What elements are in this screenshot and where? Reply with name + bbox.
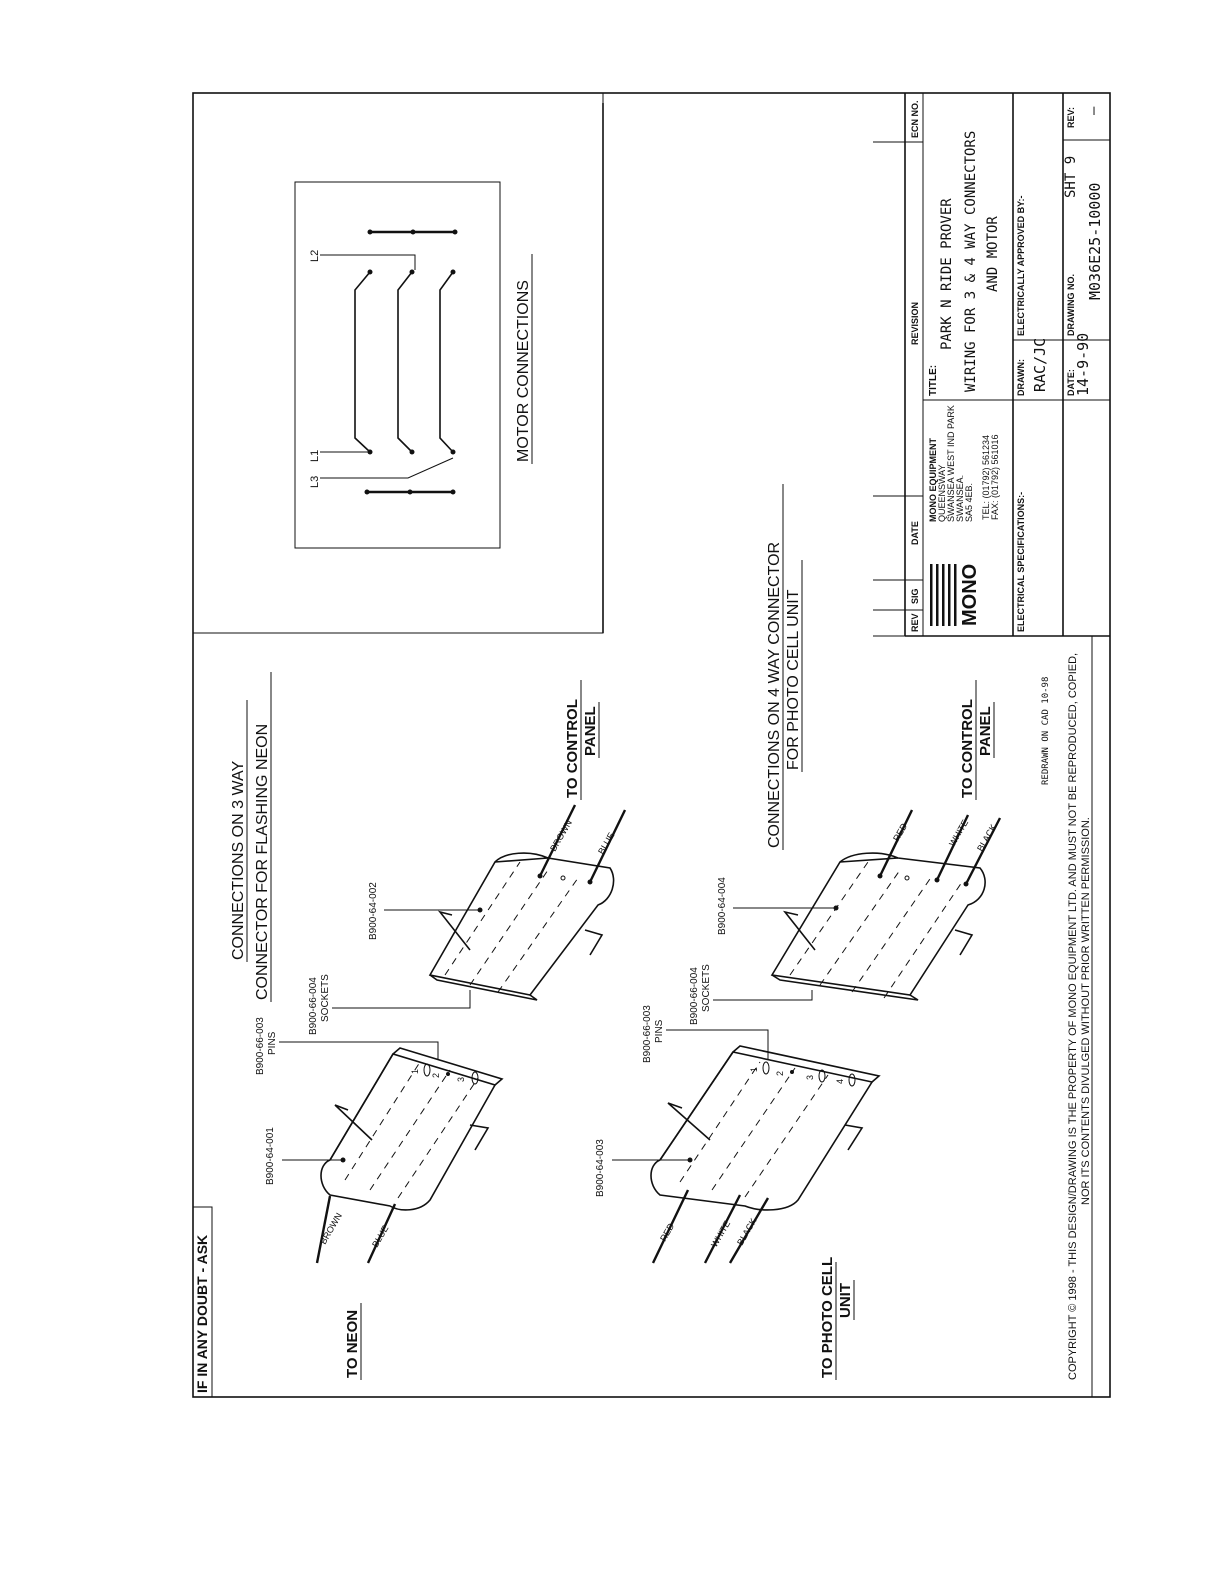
to-control-panel-lower-2: PANEL: [977, 706, 994, 756]
to-control-panel-upper-1: TO CONTROL: [564, 699, 581, 798]
three-way-heading-line1: CONNECTIONS ON 3 WAY: [230, 760, 247, 960]
wire-label-brown: BROWN: [548, 818, 574, 853]
drawing-no-value: M036E25-10000: [1086, 182, 1104, 300]
drawing-no-label: DRAWING NO.: [1066, 274, 1076, 336]
sig-header: SIG: [910, 588, 920, 604]
title-line-2: WIRING FOR 3 & 4 WAY CONNECTORS: [963, 130, 979, 392]
fax: FAX: (01792) 561016: [990, 434, 1000, 520]
callout-b900-66-003: B900-66-003: [642, 1005, 653, 1063]
wire-label-red: RED: [658, 1221, 677, 1243]
wire-label-brown: BROWN: [318, 1211, 344, 1246]
address-line: SWANSEA WEST IND PARK: [946, 405, 956, 522]
drawn-value: RAC/JC: [1031, 337, 1049, 392]
copyright-notice: [1067, 653, 1092, 1380]
mono-logo: [930, 564, 981, 626]
ecn-header: ECN NO.: [910, 100, 920, 138]
terminal-l1: L1: [309, 449, 321, 462]
copyright-line-2: NOR ITS CONTENTS DIVULGED WITHOUT PRIOR WRITTEN PERMISSION.: [1080, 817, 1092, 1205]
four-way-heading: [766, 484, 802, 850]
wire-label-blue: BLUE: [596, 830, 617, 856]
company-name: MONO EQUIPMENT: [928, 437, 938, 522]
wire-label-black: BLACK: [975, 822, 999, 853]
callout-b900-66-004: B900-66-004: [689, 967, 700, 1025]
to-control-panel-lower-1: TO CONTROL: [959, 699, 976, 798]
rev-header: REV: [910, 613, 920, 632]
callout-sockets: SOCKETS: [701, 964, 712, 1012]
terminal-l2: L2: [309, 249, 321, 262]
three-way-heading-line2: CONNECTOR FOR FLASHING NEON: [254, 723, 271, 1000]
address-line: SWANSEA.: [955, 474, 965, 522]
callout-b900-64-001: B900-64-001: [265, 1127, 276, 1185]
date-label: DATE:: [1066, 369, 1076, 396]
callout-sockets: SOCKETS: [320, 974, 331, 1022]
wire-label-white: WHITE: [947, 817, 971, 848]
callout-b900-64-004: B900-64-004: [717, 877, 728, 935]
callout-b900-64-002: B900-64-002: [368, 882, 379, 940]
four-way-pin-housing: [651, 1046, 879, 1210]
warning-text: IF IN ANY DOUBT - ASK: [194, 1234, 210, 1393]
wire-label-black: BLACK: [735, 1216, 759, 1247]
date-header: DATE: [910, 521, 920, 545]
motor-diagram: [295, 182, 500, 548]
electrically-approved-label: ELECTRICALLY APPROVED BY:-: [1016, 195, 1026, 336]
to-photo-cell-label-2: UNIT: [837, 1283, 854, 1318]
callout-b900-66-003: B900-66-003: [255, 1017, 266, 1075]
motor-terminal-labels: [309, 250, 321, 488]
redrawn-note: REDRAWN ON CAD 10-98: [1041, 676, 1051, 785]
pin-number-1: 1: [749, 1066, 759, 1072]
to-control-panel-upper-2: PANEL: [582, 706, 599, 756]
pin-number-2: 2: [775, 1070, 785, 1076]
title-line-3: AND MOTOR: [985, 216, 1001, 292]
pin-number-3: 3: [805, 1074, 815, 1080]
three-way-pin-numbers: [410, 1069, 466, 1082]
title-line-1: PARK N RIDE PROVER: [939, 198, 955, 350]
sheet-number: SHT 9: [1063, 155, 1079, 198]
four-way-heading-line2: FOR PHOTO CELL UNIT: [785, 589, 802, 770]
rev-value: —: [1086, 106, 1102, 115]
electrical-specs-label: ELECTRICAL SPECIFICATIONS:-: [1016, 491, 1026, 632]
logo-text: MONO: [959, 563, 981, 626]
four-way-heading-line1: CONNECTIONS ON 4 WAY CONNECTOR: [766, 541, 783, 848]
pin-number-2: 2: [431, 1072, 441, 1078]
pin-number-1: 1: [410, 1068, 420, 1074]
three-way-socket-housing: [430, 853, 614, 1000]
title-label: TITLE:: [928, 364, 939, 396]
address-line: SA5 4EB.: [964, 482, 974, 522]
wire-label-red: RED: [891, 821, 910, 843]
revision-header: REVISION: [910, 301, 920, 345]
terminal-l3: L3: [309, 475, 321, 488]
to-neon-label: TO NEON: [344, 1309, 361, 1378]
pin-number-3: 3: [456, 1076, 466, 1082]
wire-label-white: WHITE: [709, 1218, 733, 1249]
tel: TEL: (01792) 561234: [981, 434, 991, 520]
callout-pins: PINS: [654, 1019, 665, 1043]
drawn-label: DRAWN:: [1016, 359, 1026, 396]
callout-b900-66-004: B900-66-004: [308, 977, 319, 1035]
rev-label: REV:: [1066, 106, 1076, 128]
pin-number-4: 4: [835, 1078, 845, 1084]
four-way-socket-housing: [772, 853, 985, 1000]
motor-connections-heading: MOTOR CONNECTIONS: [515, 280, 532, 462]
date-value: 14-9-90: [1074, 332, 1092, 396]
to-photo-cell-label-1: TO PHOTO CELL: [819, 1256, 836, 1378]
wire-red-control: [880, 810, 912, 876]
callout-b900-64-003: B900-64-003: [595, 1139, 606, 1197]
address-line: QUEENSWAY: [937, 464, 947, 522]
wire-label-blue: BLUE: [370, 1223, 391, 1249]
copyright-line-1: COPYRIGHT © 1998 - THIS DESIGN/DRAWING IS THE PROPERTY OF MONO EQUIPMENT LTD. AND MUST NOT BE REPRODUCED, COPIED,: [1067, 652, 1079, 1380]
callout-pins: PINS: [267, 1031, 278, 1055]
three-way-heading: [230, 672, 271, 1002]
